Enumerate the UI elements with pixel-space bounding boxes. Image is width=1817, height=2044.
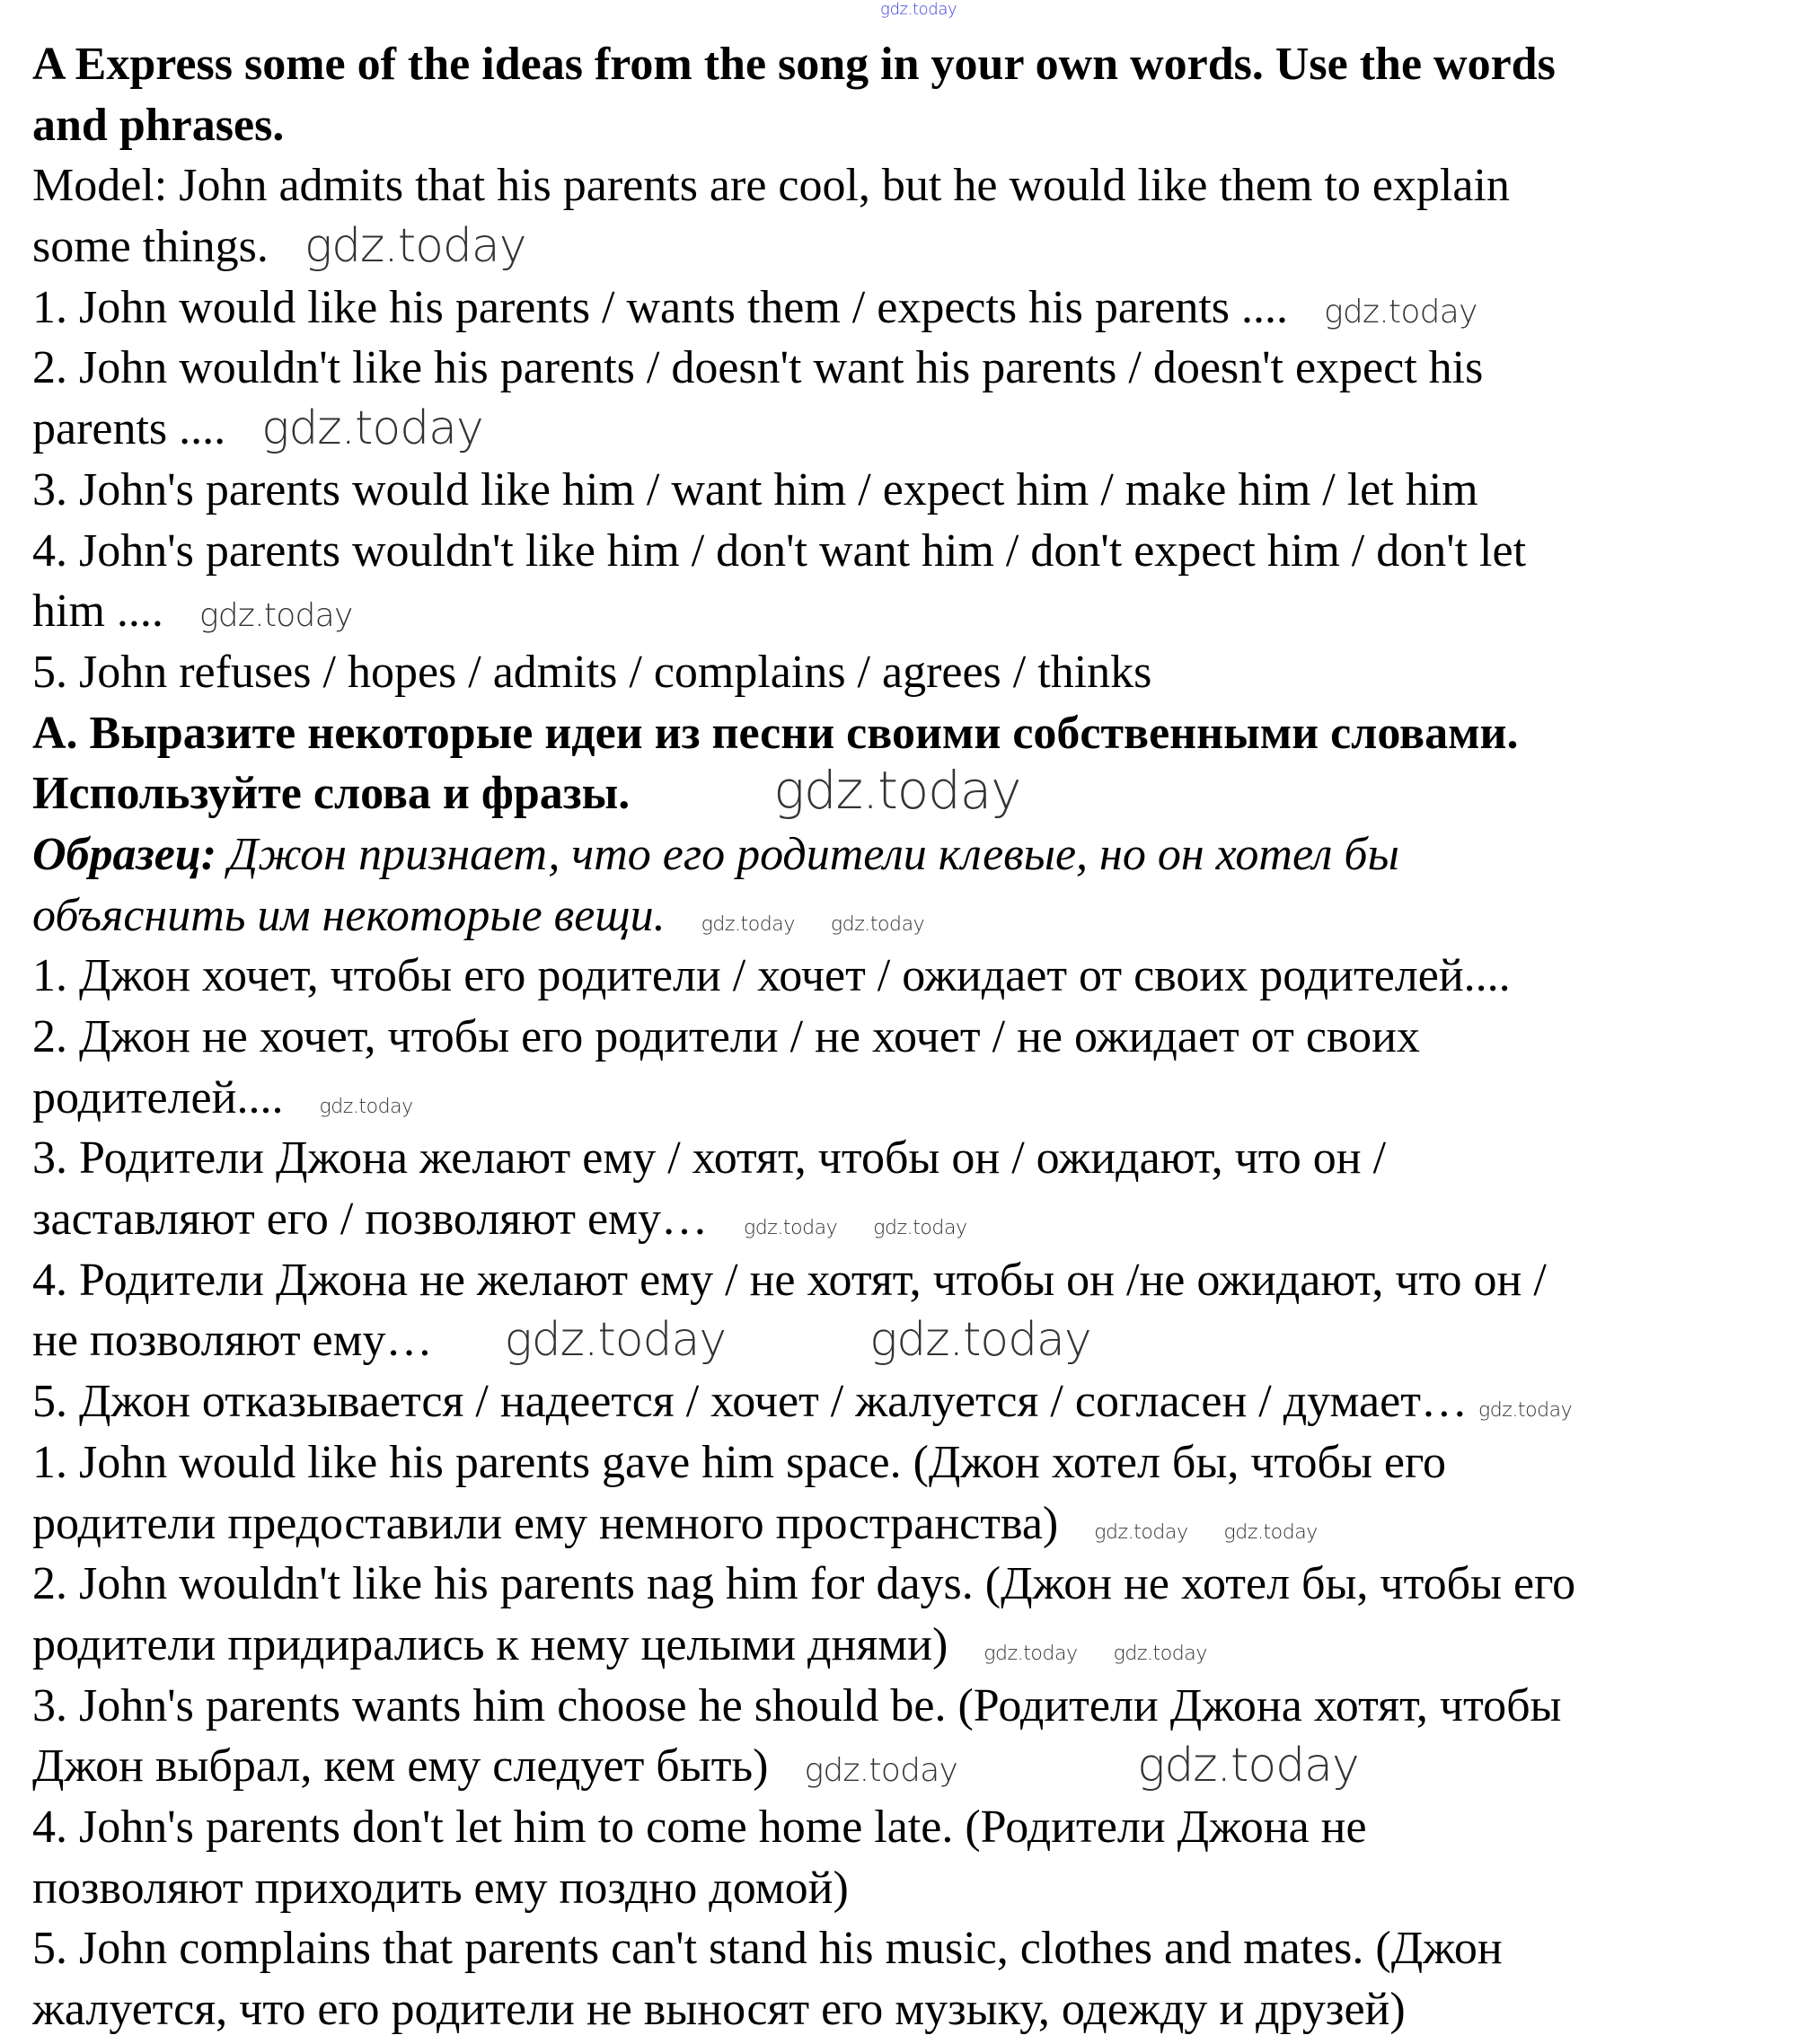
watermark: gdz.today	[873, 1217, 967, 1240]
english-heading: A Express some of the ideas from the song in your own words. Use the words	[32, 39, 1556, 90]
russian-item: заставляют его / позволяют ему…	[32, 1194, 708, 1246]
english-item-line	[32, 581, 1817, 642]
english-item: parents ....	[32, 403, 226, 455]
russian-item: 2. Джон не хочет, чтобы его родители / не хочет / не ожидает от своих	[32, 1011, 1420, 1062]
english-heading-cont: and phrases.	[32, 99, 285, 151]
answer-line: родители придирались к нему целыми днями)	[32, 1618, 948, 1670]
answer-line: 3. John's parents wants him choose he should be. (Родители Джона хотят, чтобы	[32, 1679, 1562, 1731]
english-model-cont-line	[32, 216, 1817, 278]
watermark: gdz.today	[701, 912, 795, 936]
watermark: gdz.today	[1094, 1520, 1188, 1544]
english-item: 3. John's parents would like him / want him / expect him / make him / let him	[32, 463, 1478, 515]
watermark: gdz.today	[804, 1752, 958, 1790]
english-model: Model: John admits that his parents are cool, but he would like them to explain	[32, 160, 1510, 212]
russian-item-line	[32, 1310, 1817, 1371]
russian-item-line	[32, 1189, 1817, 1250]
watermark: gdz.today	[198, 597, 353, 635]
watermark: gdz.today	[773, 760, 1021, 822]
answer-line: позволяют приходить ему поздно домой)	[32, 1862, 849, 1914]
russian-item: 1. Джон хочет, чтобы его родители / хочет / ожидает от своих родителей....	[32, 950, 1511, 1002]
english-item: him ....	[32, 586, 163, 638]
russian-model-cont: объяснить им некоторые вещи.	[32, 889, 666, 941]
watermark: gdz.today	[261, 401, 483, 456]
answer-line: жалуется, что его родители не выносят его музыку, одежду и друзей)	[32, 1984, 1406, 2035]
answer-line: 2. John wouldn't like his parents nag him for days. (Джон не хотел бы, чтобы его	[32, 1558, 1576, 1610]
english-item: 4. John's parents wouldn't like him / don't want him / don't expect him / don't let	[32, 524, 1527, 577]
watermark: gdz.today	[1324, 293, 1477, 330]
watermark: gdz.today	[1113, 1642, 1207, 1665]
answer-line: 5. John complains that parents can't stand his music, clothes and mates. (Джон	[32, 1923, 1503, 1975]
answer-line: 1. John would like his parents gave him space. (Джон хотел бы, чтобы его	[32, 1436, 1447, 1488]
english-item: 1. John would like his parents / wants them / expects his parents ....	[32, 281, 1289, 333]
watermark: gdz.today	[319, 1095, 413, 1118]
watermark: gdz.today	[743, 1217, 838, 1240]
russian-item: родителей....	[32, 1071, 284, 1123]
watermark: gdz.today	[983, 1642, 1078, 1665]
model-text: Джон признает, что его родители клевые, но он хотел бы	[216, 828, 1399, 880]
russian-model	[32, 824, 1817, 885]
russian-model-cont-line	[32, 885, 1817, 947]
answer-line-row	[32, 1736, 1817, 1797]
answer-line: 4. John's parents don't let him to come home late. (Родители Джона не	[32, 1801, 1367, 1853]
answer-line: Джон выбрал, кем ему следует быть)	[32, 1740, 769, 1793]
watermark: gdz.today	[1223, 1520, 1318, 1544]
russian-heading: А. Выразите некоторые идеи из песни своими собственными словами.	[32, 707, 1519, 759]
model-label: Образец:	[32, 828, 217, 880]
russian-item: 3. Родители Джона желают ему / хотят, чтобы он / ожидают, что он /	[32, 1132, 1387, 1185]
watermark: gdz.today	[1137, 1739, 1359, 1793]
russian-heading-cont-line	[32, 760, 1817, 824]
watermark: gdz.today	[869, 1313, 1091, 1368]
english-item: 2. John wouldn't like his parents / doesn't want his parents / doesn't expect his	[32, 342, 1484, 394]
watermark: gdz.today	[830, 912, 925, 936]
answer-line: родители предоставили ему немного пространства)	[32, 1497, 1059, 1549]
exercise-document	[32, 34, 1817, 2040]
russian-item: 5. Джон отказывается / надеется / хочет / жалуется / согласен / думает…	[32, 1376, 1468, 1428]
english-item-line	[32, 399, 1817, 460]
watermark: gdz.today	[880, 0, 957, 19]
answer-line-row	[32, 1493, 1817, 1555]
answer-line-row	[32, 1615, 1817, 1676]
english-model-cont: some things.	[32, 221, 269, 273]
russian-item: не позволяют ему…	[32, 1315, 433, 1367]
russian-item-line	[32, 1068, 1817, 1129]
russian-heading-cont: Используйте слова и фразы.	[32, 768, 631, 820]
english-item-line	[32, 278, 1817, 339]
watermark: gdz.today	[1477, 1399, 1573, 1423]
russian-item: 4. Родители Джона не желают ему / не хотят, чтобы он /не ожидают, что он /	[32, 1254, 1547, 1306]
watermark: gdz.today	[504, 1313, 727, 1368]
watermark: gdz.today	[304, 219, 526, 274]
english-item: 5. John refuses / hopes / admits / complains / agrees / thinks	[32, 646, 1152, 698]
russian-item-line	[32, 1371, 1817, 1432]
